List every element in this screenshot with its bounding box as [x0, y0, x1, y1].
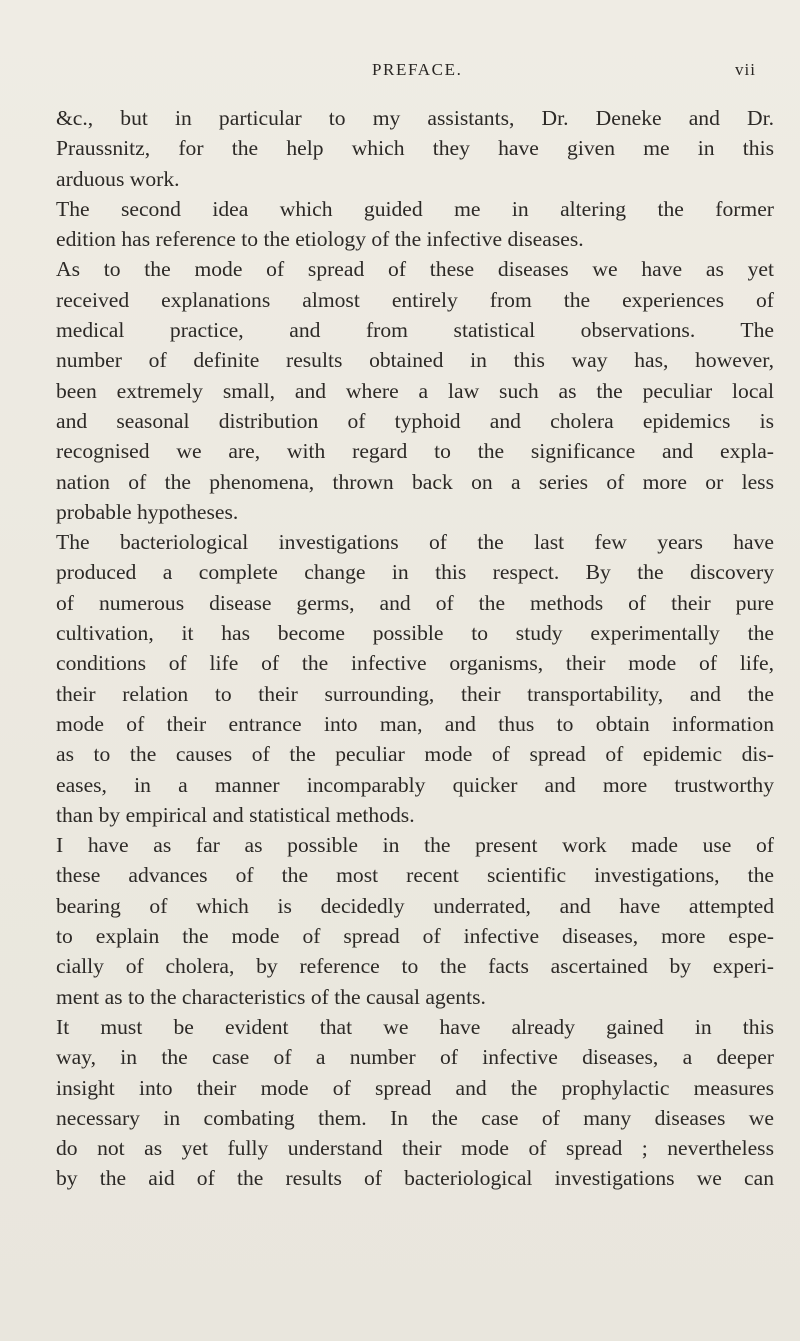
text-line: The second idea which guided me in altering the former — [56, 196, 774, 221]
text-line: received explanations almost entirely from the experiences of — [56, 287, 774, 312]
text-line: It must be evident that we have already gained in this — [56, 1014, 774, 1039]
text-line: been extremely small, and where a law such as the peculiar local — [56, 378, 774, 403]
text-line: and seasonal distribution of typhoid and cholera epidemics is — [56, 408, 774, 433]
text-line: Praussnitz, for the help which they have given me in this — [56, 136, 774, 161]
text-line: to explain the mode of spread of infective diseases, more espe- — [56, 924, 774, 949]
text-line: nation of the phenomena, thrown back on a series of more or less — [56, 469, 774, 494]
page-title: PREFACE. — [372, 60, 463, 79]
text-line: number of definite results obtained in this way has, however, — [56, 348, 774, 373]
text-line: of numerous disease germs, and of the methods of their pure — [56, 590, 774, 615]
text-line: medical practice, and from statistical observations. The — [56, 318, 774, 343]
text-line: as to the causes of the peculiar mode of spread of epidemic dis- — [56, 742, 774, 767]
text-line: &c., but in particular to my assistants, Dr. Deneke and Dr. — [56, 106, 774, 130]
text-line: As to the mode of spread of these diseases we have as yet — [56, 257, 774, 282]
text-line: than by empirical and statistical methods. — [56, 802, 415, 827]
text-line: arduous work. — [56, 166, 180, 191]
text-line: produced a complete change in this respect. By the discovery — [56, 560, 774, 585]
text-line: these advances of the most recent scientific investigations, the — [56, 863, 774, 888]
text-line: by the aid of the results of bacteriological investigations we can — [56, 1166, 774, 1191]
text-line: The bacteriological investigations of the last few years have — [56, 530, 774, 555]
body-text — [56, 103, 774, 1194]
text-line: I have as far as possible in the present work made use of — [56, 833, 774, 858]
text-line: necessary in combating them. In the case of many diseases we — [56, 1105, 774, 1130]
text-line: recognised we are, with regard to the significance and expla- — [56, 439, 774, 464]
text-line: their relation to their surrounding, their transportability, and the — [56, 681, 774, 706]
text-line: way, in the case of a number of infective diseases, a deeper — [56, 1045, 774, 1070]
text-line: probable hypotheses. — [56, 499, 239, 524]
text-line: do not as yet fully understand their mode of spread ; nevertheless — [56, 1136, 774, 1161]
text-line: cultivation, it has become possible to study experimentally the — [56, 621, 774, 646]
text-line: edition has reference to the etiology of the infective diseases. — [56, 227, 584, 252]
text-line: insight into their mode of spread and the prophylactic measures — [56, 1075, 774, 1100]
page-number: vii — [735, 60, 756, 79]
running-head — [0, 60, 800, 88]
text-line: mode of their entrance into man, and thus to obtain information — [56, 711, 774, 736]
text-line: cially of cholera, by reference to the facts ascertained by experi- — [56, 954, 774, 979]
text-line: conditions of life of the infective organisms, their mode of life, — [56, 651, 774, 676]
text-line: eases, in a manner incomparably quicker and more trustworthy — [56, 772, 774, 797]
text-line: bearing of which is decidedly underrated, and have attempted — [56, 893, 774, 918]
text-line: ment as to the characteristics of the causal agents. — [56, 984, 486, 1009]
